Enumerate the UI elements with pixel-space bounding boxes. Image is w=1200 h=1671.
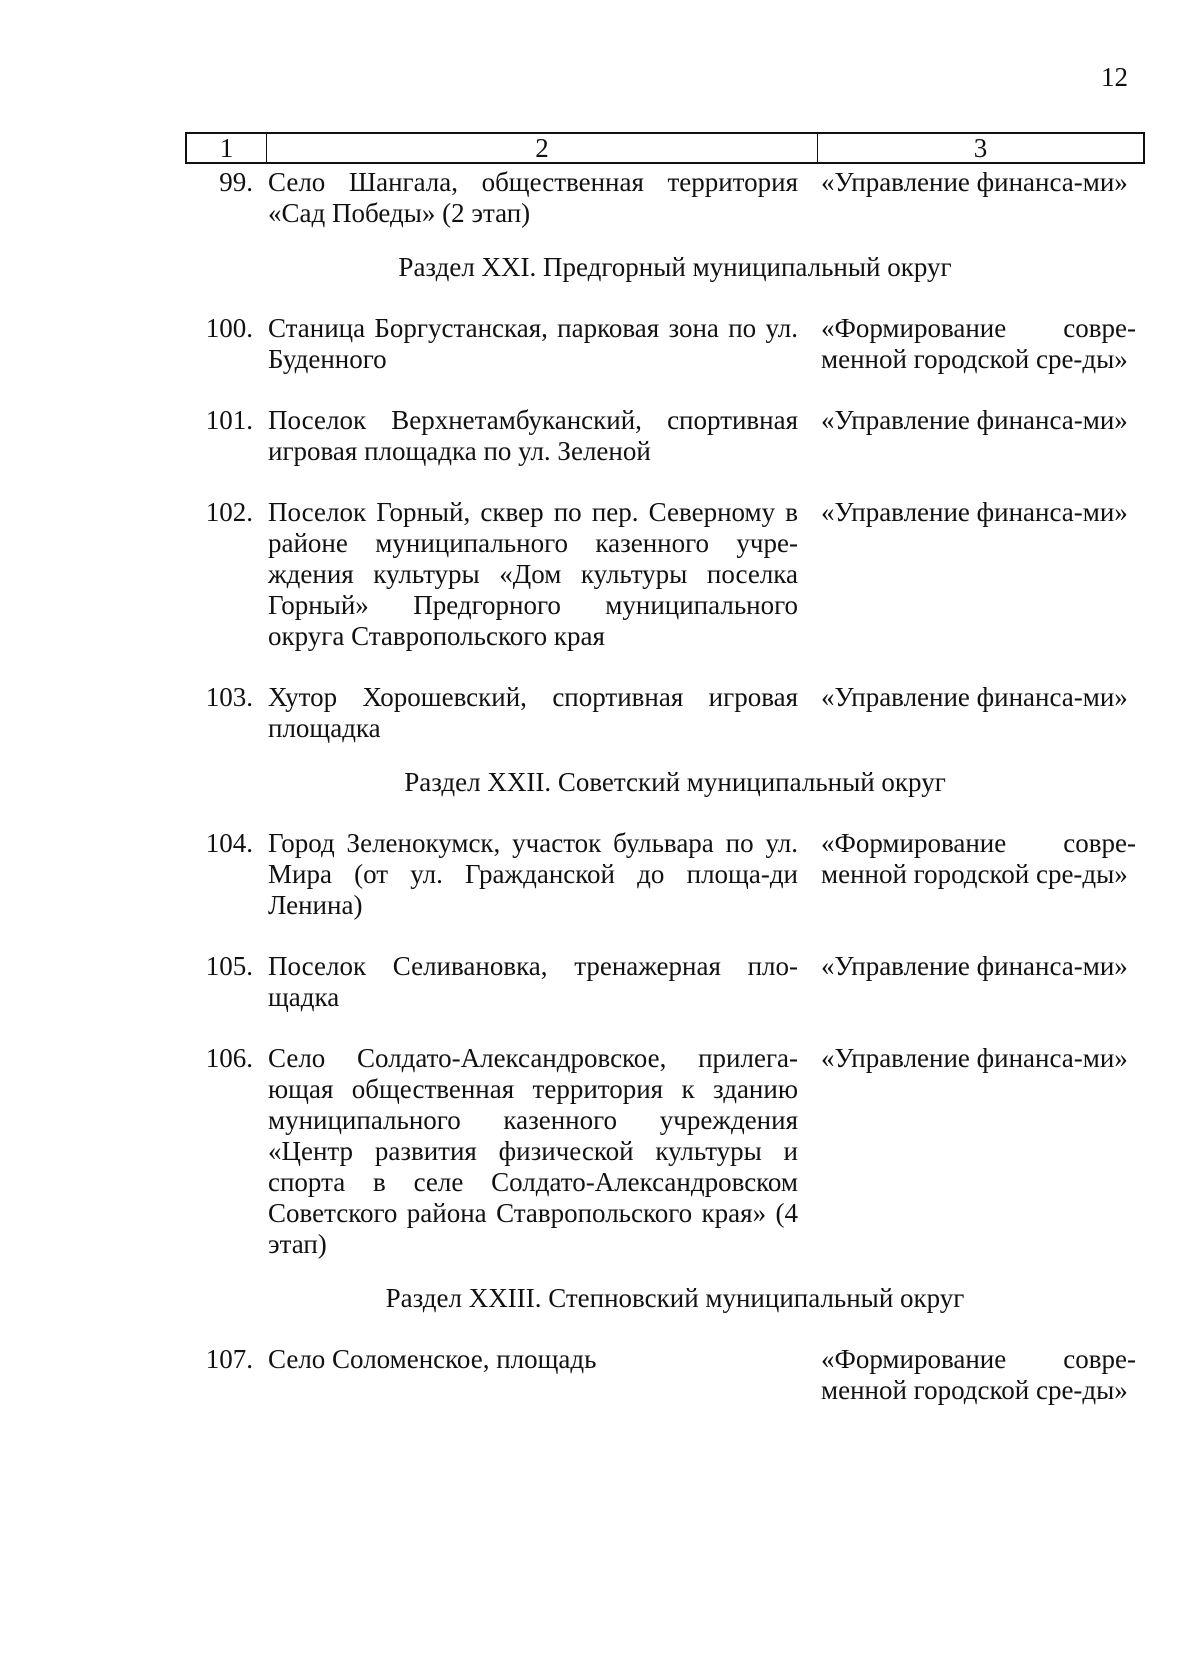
program-name: «Управление финанса-ми» (821, 405, 1128, 435)
table-row (185, 497, 1145, 652)
table-row (185, 951, 1145, 1013)
table-row (185, 682, 1145, 744)
row-number: 100. (205, 313, 253, 343)
row-number: 102. (205, 497, 253, 527)
table-row (185, 1344, 1145, 1406)
object-name: Село Солдато-Александровское, прилега-ющая общественная территория к зданию муниципального казенного учреждения «Центр развития физической культуры и спорта в селе Солдато-Александровском Советского района Ставропольского края» (4 этап) (268, 1043, 798, 1259)
table-row (185, 405, 1145, 467)
row-number: 103. (205, 682, 253, 712)
row-number: 101. (205, 405, 253, 435)
row-number: 107. (205, 1344, 253, 1374)
row-number: 106. (205, 1043, 253, 1073)
column-header-2: 2 (267, 134, 818, 162)
table-row (185, 828, 1145, 921)
section-heading: Раздел XXII. Советский муниципальный округ (404, 767, 946, 797)
table-body (185, 167, 1145, 1406)
table-row (185, 167, 1145, 229)
program-name: «Формирование совре-менной городской сре-ды» (821, 828, 1136, 889)
table-column-header (185, 132, 1145, 164)
program-name: «Управление финанса-ми» (821, 951, 1128, 981)
column-header-1: 1 (187, 134, 267, 162)
row-number: 105. (205, 951, 253, 981)
program-name: «Формирование совре-менной городской сре-ды» (821, 313, 1136, 374)
section-heading: Раздел XXI. Предгорный муниципальный округ (398, 252, 952, 282)
object-name: Поселок Верхнетамбуканский, спортивная игровая площадка по ул. Зеленой (268, 405, 798, 466)
table-row (185, 313, 1145, 375)
column-header-3: 3 (973, 133, 988, 163)
program-name: «Управление финанса-ми» (821, 497, 1128, 527)
program-name: «Управление финанса-ми» (821, 1043, 1128, 1073)
row-number: 104. (205, 828, 253, 858)
row-number: 99. (219, 167, 253, 197)
object-name: Хутор Хорошевский, спортивная игровая площадка (268, 682, 798, 743)
program-name: «Управление финанса-ми» (821, 682, 1128, 712)
object-name: Село Шангала, общественная территория «Сад Победы» (2 этап) (268, 167, 798, 228)
object-name: Поселок Селивановка, тренажерная пло-щадка (268, 951, 798, 1012)
object-name: Город Зеленокумск, участок бульвара по ул. Мира (от ул. Гражданской до площа-ди Ленина) (268, 828, 798, 920)
object-name: Станица Боргустанская, парковая зона по ул. Буденного (268, 313, 798, 374)
section-heading: Раздел XXIII. Степновский муниципальный округ (385, 1283, 965, 1313)
object-name: Поселок Горный, сквер по пер. Северному в районе муниципального казенного учре-ждения культуры «Дом культуры поселка Горный» Предгорного муниципального округа Ставропольского края (268, 497, 798, 651)
program-name: «Формирование совре-менной городской сре-ды» (821, 1344, 1136, 1405)
page-number: 12 (1101, 62, 1128, 92)
object-name: Село Соломенское, площадь (268, 1344, 597, 1374)
table-row (185, 1043, 1145, 1260)
program-name: «Управление финанса-ми» (821, 167, 1128, 197)
